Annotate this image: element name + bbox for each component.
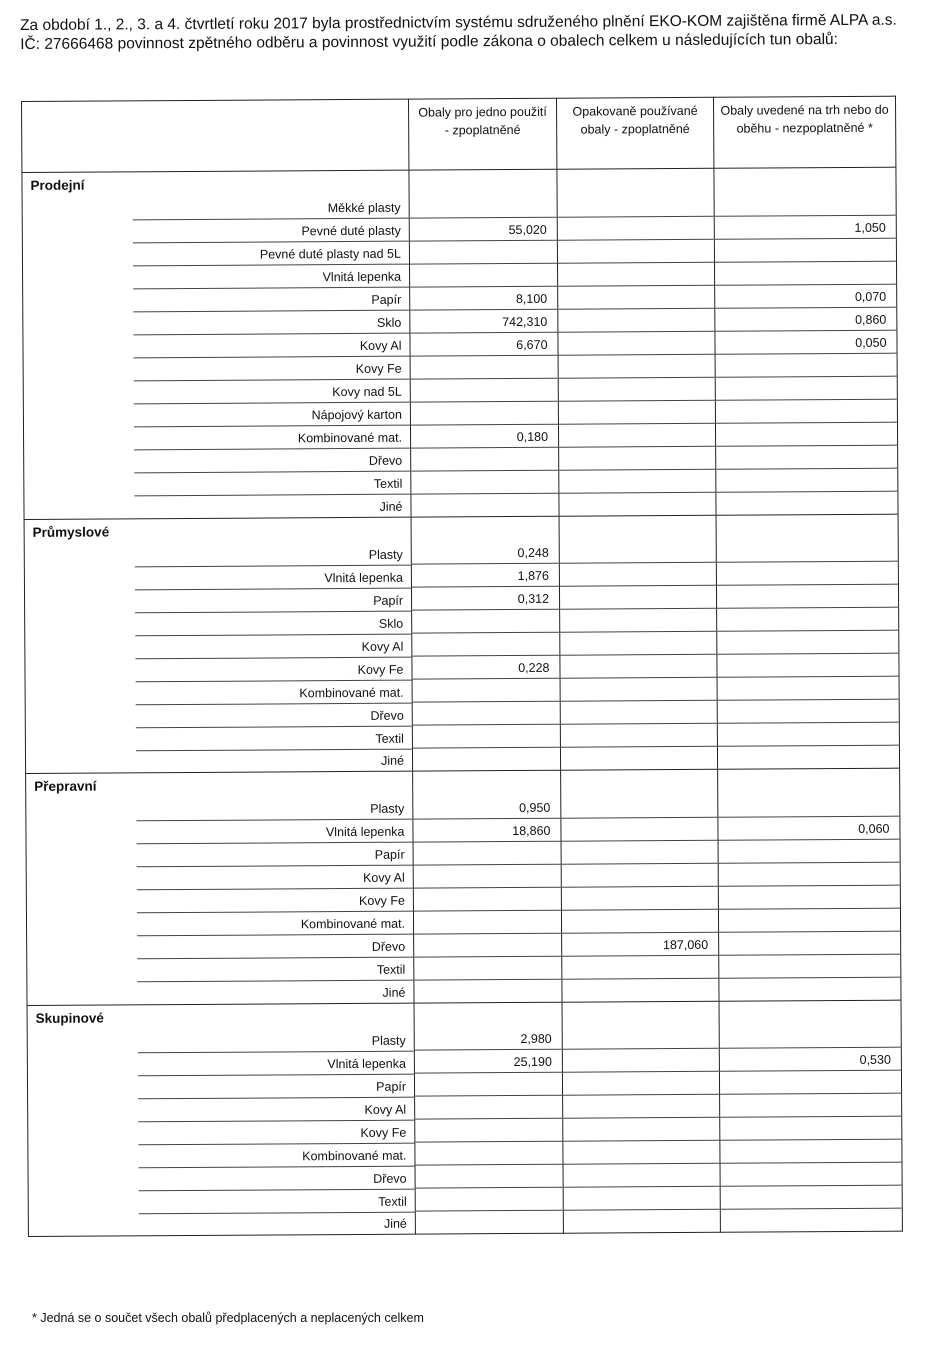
value-reusable	[562, 955, 719, 979]
value-single-use	[412, 609, 560, 633]
material-label: Jiné	[382, 985, 406, 1000]
value-reusable	[561, 840, 718, 864]
value-free	[716, 468, 898, 492]
value-single-use: 18,860	[413, 818, 561, 842]
row-label-cell	[27, 1073, 414, 1098]
material-label: Vlnitá lepenka	[324, 570, 403, 585]
value-single-use	[411, 470, 559, 494]
value-free: 0,860	[715, 307, 897, 331]
value-single-use	[409, 169, 557, 217]
material-label: Dřevo	[370, 708, 404, 723]
material-label: Dřevo	[371, 939, 406, 954]
material-label: Plasty	[368, 547, 403, 562]
material-label: Kovy Al	[359, 338, 402, 353]
row-label-cell	[25, 610, 412, 635]
value-free	[717, 722, 899, 746]
value-single-use	[415, 1164, 563, 1188]
value-free: 0,070	[715, 284, 897, 308]
row-label-cell	[28, 1188, 415, 1213]
table-row	[28, 1208, 902, 1236]
material-label: Kovy Al	[361, 639, 404, 654]
value-single-use	[410, 401, 558, 425]
value-free	[717, 745, 899, 769]
value-free	[717, 676, 899, 700]
value-free	[715, 422, 897, 446]
row-label-cell	[22, 241, 409, 266]
material-label: Pevné duté plasty nad 5L	[259, 246, 401, 262]
row-label-cell	[26, 771, 413, 821]
value-reusable	[559, 585, 716, 609]
value-reusable	[563, 1209, 720, 1233]
row-label-cell	[26, 911, 413, 936]
value-single-use	[413, 864, 561, 888]
value-single-use	[413, 910, 561, 934]
value-reusable	[558, 331, 715, 355]
value-reusable	[558, 354, 715, 378]
value-reusable	[559, 515, 716, 563]
section-title: Prodejní	[30, 177, 85, 193]
value-free	[717, 630, 899, 654]
row-label-cell	[25, 725, 412, 750]
row-label-cell	[24, 494, 411, 519]
row-label-cell	[27, 934, 414, 959]
value-free	[720, 1116, 902, 1140]
value-single-use	[410, 355, 558, 379]
value-free	[719, 931, 901, 955]
row-label-cell	[24, 448, 411, 473]
value-single-use	[412, 632, 560, 656]
value-free	[715, 353, 897, 377]
value-free	[717, 699, 899, 723]
material-label: Kombinované mat.	[302, 1148, 407, 1163]
row-label-cell	[25, 633, 412, 658]
value-single-use	[411, 493, 559, 517]
material-label: Kombinované mat.	[299, 685, 404, 700]
value-reusable	[562, 978, 719, 1002]
value-single-use	[413, 841, 561, 865]
header-reusable: Opakovaně používané obaly - zpoplatněné	[556, 97, 713, 169]
row-label-cell	[23, 379, 410, 404]
value-free	[720, 1139, 902, 1163]
value-single-use: 0,248	[411, 516, 559, 564]
row-label-cell	[27, 1003, 414, 1053]
value-single-use: 0,228	[412, 655, 560, 679]
value-free	[718, 885, 900, 909]
value-free	[719, 1000, 901, 1049]
row-label-cell	[26, 842, 413, 867]
row-label-cell	[24, 517, 411, 567]
material-label: Vlnitá lepenka	[322, 269, 402, 285]
value-single-use	[414, 979, 562, 1003]
value-free	[717, 607, 899, 631]
value-reusable	[559, 492, 716, 516]
value-reusable	[561, 817, 718, 841]
value-free: 0,050	[715, 330, 897, 354]
row-label-cell	[26, 888, 413, 913]
value-free	[720, 1093, 902, 1117]
value-single-use: 742,310	[410, 309, 558, 333]
material-label: Jiné	[381, 753, 405, 768]
value-single-use	[411, 447, 559, 471]
value-free	[718, 862, 900, 886]
value-free	[714, 238, 896, 262]
value-single-use: 0,312	[411, 586, 559, 610]
value-reusable	[557, 239, 714, 263]
row-label-cell	[25, 748, 412, 773]
value-free	[720, 1208, 902, 1232]
value-single-use: 6,670	[410, 332, 558, 356]
value-free: 0,530	[719, 1047, 901, 1071]
value-reusable	[560, 677, 717, 701]
material-label: Dřevo	[373, 1171, 407, 1186]
value-reusable	[558, 377, 715, 401]
value-reusable	[562, 1048, 719, 1072]
material-label: Kovy Al	[364, 1102, 407, 1117]
material-label: Textil	[378, 1194, 407, 1209]
value-single-use: 0,180	[410, 424, 558, 448]
intro-paragraph	[20, 11, 900, 54]
table-row	[26, 768, 900, 821]
material-label: Vlnitá lepenka	[325, 824, 405, 840]
value-free	[718, 768, 900, 817]
row-label-cell	[25, 702, 412, 727]
material-label: Jiné	[383, 1216, 407, 1231]
value-reusable	[563, 1117, 720, 1141]
value-reusable	[562, 1071, 719, 1095]
value-single-use: 8,100	[410, 286, 558, 310]
material-label: Jiné	[379, 499, 403, 514]
value-single-use	[415, 1095, 563, 1119]
table-body	[22, 167, 902, 1236]
value-free	[719, 977, 901, 1001]
value-reusable	[561, 886, 718, 910]
value-reusable	[561, 863, 718, 887]
row-label-cell	[24, 564, 411, 589]
row-label-cell	[25, 679, 412, 704]
value-single-use: 25,190	[414, 1049, 562, 1073]
value-reusable	[559, 469, 716, 493]
value-reusable	[563, 1186, 720, 1210]
value-single-use	[414, 956, 562, 980]
value-single-use: 2,980	[414, 1002, 562, 1050]
material-label: Textil	[375, 731, 404, 746]
value-reusable	[560, 746, 717, 770]
footnote: * Jedná se o součet všech obalů předplacených a neplacených celkem	[32, 1311, 424, 1325]
value-free	[715, 399, 897, 423]
value-reusable	[563, 1140, 720, 1164]
value-free	[719, 954, 901, 978]
row-label-cell	[23, 264, 410, 289]
material-label: Vlnitá lepenka	[327, 1056, 406, 1071]
header-free: Obaly uvedené na trh nebo do oběhu - nezpoplatněné *	[713, 96, 895, 168]
row-label-cell	[27, 957, 414, 982]
value-free: 1,050	[714, 215, 896, 239]
row-label-cell	[23, 425, 410, 450]
section-title: Skupinové	[35, 1010, 104, 1026]
value-reusable	[557, 262, 714, 286]
row-label-cell	[28, 1119, 415, 1144]
value-free	[719, 1070, 901, 1094]
value-single-use	[409, 240, 557, 264]
value-single-use	[415, 1187, 563, 1211]
material-label: Měkké plasty	[327, 200, 401, 216]
material-label: Sklo	[378, 616, 404, 631]
value-free	[716, 561, 898, 585]
value-free	[716, 491, 898, 515]
value-free	[720, 1162, 902, 1186]
value-reusable	[558, 308, 715, 332]
value-single-use: 55,020	[409, 217, 557, 241]
value-reusable	[559, 446, 716, 470]
value-free	[715, 376, 897, 400]
row-label-cell	[24, 587, 411, 612]
value-single-use	[413, 887, 561, 911]
row-label-cell	[28, 1211, 415, 1236]
material-label: Pevné duté plasty	[301, 223, 401, 239]
material-label: Textil	[373, 476, 403, 491]
row-label-cell	[26, 819, 413, 844]
material-label: Kovy Fe	[355, 361, 402, 376]
value-single-use	[415, 1210, 563, 1234]
material-label: Kombinované mat.	[297, 430, 403, 446]
value-single-use	[412, 678, 560, 702]
row-label-cell	[28, 1096, 415, 1121]
value-reusable	[559, 562, 716, 586]
packaging-table	[21, 96, 903, 1237]
value-single-use	[410, 378, 558, 402]
row-label-cell	[27, 1050, 414, 1075]
value-free	[716, 514, 898, 563]
header-empty	[22, 99, 409, 172]
material-label: Plasty	[371, 1033, 406, 1048]
value-single-use: 0,950	[413, 770, 561, 818]
material-label: Kovy Al	[363, 870, 405, 885]
value-reusable	[560, 631, 717, 655]
row-label-cell	[23, 356, 410, 381]
value-reusable	[560, 654, 717, 678]
value-free: 0,060	[718, 816, 900, 840]
value-free	[716, 445, 898, 469]
row-label-cell	[22, 218, 409, 243]
row-label-cell	[24, 471, 411, 496]
value-free	[717, 653, 899, 677]
value-reusable	[561, 909, 718, 933]
value-single-use	[410, 263, 558, 287]
table-row	[27, 1000, 901, 1053]
header-single-use: Obaly pro jedno použití - zpoplatněné	[408, 98, 556, 170]
section-title: Průmyslové	[32, 523, 110, 540]
row-label-cell	[23, 402, 410, 427]
material-label: Sklo	[376, 315, 402, 330]
value-reusable	[558, 423, 715, 447]
material-label: Papír	[371, 292, 402, 307]
row-label-cell	[23, 287, 410, 312]
value-single-use	[412, 701, 560, 725]
value-reusable	[557, 216, 714, 240]
table-row	[22, 167, 896, 220]
table-header-row	[22, 96, 896, 172]
value-free	[716, 584, 898, 608]
value-reusable	[558, 285, 715, 309]
value-single-use	[414, 1072, 562, 1096]
value-single-use	[412, 747, 560, 771]
row-label-cell	[22, 170, 409, 220]
value-reusable	[563, 1094, 720, 1118]
material-label: Kombinované mat.	[300, 916, 406, 932]
value-single-use	[415, 1118, 563, 1142]
material-label: Papír	[374, 847, 405, 862]
material-label: Kovy nad 5L	[332, 384, 402, 400]
intro-text: Za období 1., 2., 3. a 4. čtvrtletí roku 2017 byla prostřednictvím systému sdruženého plnění EKO-KOM zajištěna firmě ALPA a.s. IČ: 27666468 povinnost zpětného odběru a povinnost využití podle zákona o obalech celkem u následujících tun obalů:	[20, 11, 897, 53]
row-label-cell	[23, 310, 410, 335]
value-single-use	[414, 933, 562, 957]
value-reusable	[560, 723, 717, 747]
material-label: Plasty	[370, 801, 405, 816]
row-label-cell	[28, 1165, 415, 1190]
value-single-use	[415, 1141, 563, 1165]
value-free	[718, 908, 900, 932]
section-title: Přepravní	[34, 778, 97, 794]
row-label-cell	[27, 980, 414, 1005]
row-label-cell	[25, 656, 412, 681]
material-label: Kovy Fe	[358, 893, 405, 908]
material-label: Kovy Fe	[360, 1125, 407, 1140]
value-single-use	[412, 724, 560, 748]
value-free	[714, 261, 896, 285]
value-reusable	[557, 168, 714, 216]
value-reusable	[560, 700, 717, 724]
value-reusable	[561, 769, 718, 817]
row-label-cell	[28, 1142, 415, 1167]
value-single-use: 1,876	[411, 563, 559, 587]
value-reusable	[560, 608, 717, 632]
value-reusable: 187,060	[562, 932, 719, 956]
material-label: Textil	[376, 962, 406, 977]
row-label-cell	[26, 865, 413, 890]
material-label: Papír	[373, 593, 404, 608]
value-free	[720, 1185, 902, 1209]
material-label: Papír	[376, 1079, 407, 1094]
row-label-cell	[23, 333, 410, 358]
value-reusable	[563, 1163, 720, 1187]
value-reusable	[562, 1001, 719, 1049]
material-label: Kovy Fe	[357, 662, 404, 677]
material-label: Dřevo	[368, 453, 403, 468]
material-label: Nápojový karton	[311, 407, 402, 423]
value-free	[714, 167, 896, 216]
value-free	[718, 839, 900, 863]
table-row	[24, 514, 898, 567]
value-reusable	[558, 400, 715, 424]
